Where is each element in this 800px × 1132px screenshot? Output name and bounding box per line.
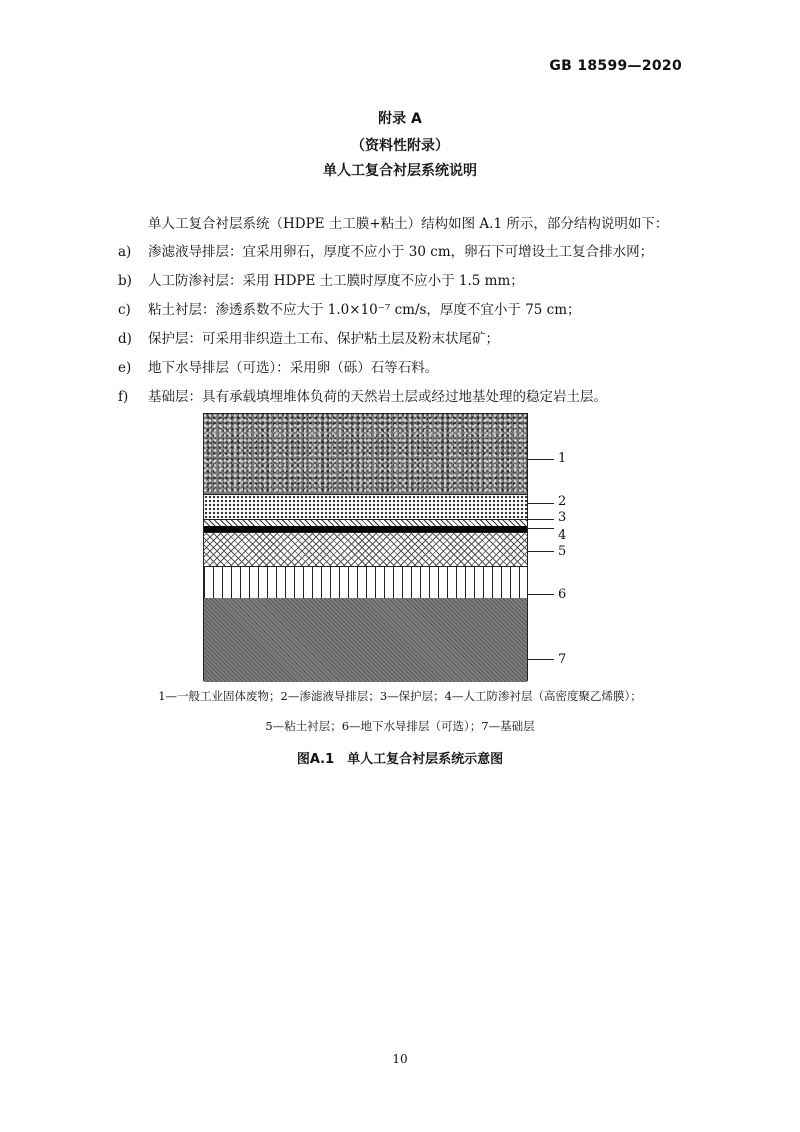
list-marker: e) (118, 360, 132, 376)
leader-line-7 (528, 659, 554, 660)
list-text: 地下水导排层（可选）：采用卵（砾）石等石料。 (148, 360, 439, 376)
layer-number-label: 1 (558, 451, 567, 466)
layer-groundwater-drainage (204, 566, 527, 600)
liner-cross-section-figure (203, 413, 528, 681)
list-marker: b) (118, 273, 132, 289)
leader-line-3 (528, 519, 554, 520)
list-text: 基础层：具有承载填埋堆体负荷的天然岩土层或经过地基处理的稳定岩土层。 (148, 389, 607, 405)
leader-line-1 (528, 459, 554, 460)
list-item (118, 356, 653, 385)
figure-legend-line-2: 5—粘土衬层；6—地下水导排层（可选）；7—基础层 (265, 719, 535, 733)
layer-number-label: 4 (558, 528, 567, 543)
list-text: 保护层：可采用非织造土工布、保护粘土层及粉末状尾矿； (148, 331, 499, 347)
layer-number-label: 3 (558, 510, 567, 525)
layer-foundation (204, 598, 527, 682)
list-marker: c) (118, 302, 131, 318)
list-item (118, 327, 653, 356)
list-text: 人工防渗衬层：采用 HDPE 土工膜时厚度不应小于 1.5 mm； (148, 273, 524, 289)
appendix-type: （资料性附录） (351, 138, 449, 154)
standard-number: GB 18599—2020 (549, 58, 682, 74)
list-marker: d) (118, 331, 132, 347)
list-item (118, 298, 653, 327)
structure-list (118, 240, 653, 414)
leader-line-6 (528, 594, 554, 595)
layer-clay-liner (204, 532, 527, 567)
leader-line-2 (528, 503, 554, 504)
layer-solid-waste (204, 414, 527, 494)
figure-caption: 图A.1 单人工复合衬层系统示意图 (296, 752, 504, 767)
list-item (118, 385, 653, 414)
list-item (118, 240, 653, 269)
layer-number-label: 6 (558, 587, 567, 602)
figure-legend-line-1: 1—一般工业固体废物；2—渗滤液导排层；3—保护层；4—人工防渗衬层（高密度聚乙烯膜）； (158, 689, 642, 703)
leader-line-5 (528, 551, 554, 552)
intro-paragraph: 单人工复合衬层系统（HDPE 土工膜+粘土）结构如图 A.1 所示，部分结构说明如下： (148, 216, 669, 232)
layer-number-label: 2 (558, 494, 567, 509)
leader-line-4 (528, 528, 554, 529)
appendix-title: 附录 A (378, 111, 422, 127)
list-text: 渗滤液导排层：宜采用卵石，厚度不应小于 30 cm，卵石下可增设土工复合排水网； (148, 244, 654, 260)
appendix-heading: 单人工复合衬层系统说明 (323, 163, 477, 179)
layer-number-label: 5 (558, 544, 567, 559)
list-text: 粘土衬层：渗透系数不应大于 1.0×10⁻⁷ cm/s，厚度不宜小于 75 cm； (148, 302, 581, 318)
layer-leachate-drainage (204, 494, 527, 520)
list-marker: f) (118, 389, 129, 405)
page-number: 10 (392, 1052, 408, 1066)
list-marker: a) (118, 244, 132, 260)
list-item (118, 269, 653, 298)
layer-number-label: 7 (558, 652, 567, 667)
